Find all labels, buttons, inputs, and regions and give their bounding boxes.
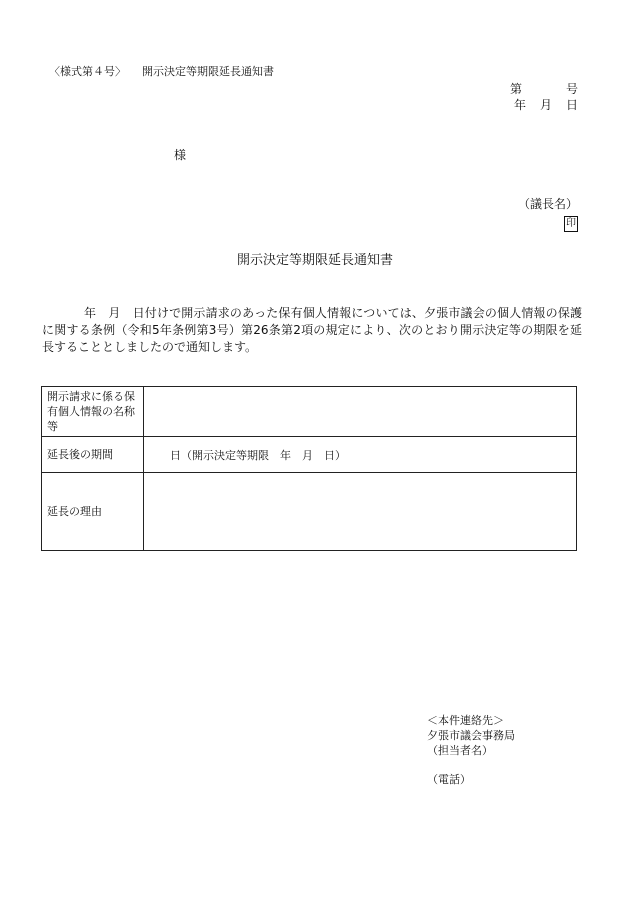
- date-year: 年: [513, 98, 526, 112]
- contact-heading: ＜本件連絡先＞: [427, 714, 504, 727]
- row-label-extended-period: 延長後の期間: [42, 437, 144, 473]
- row-value-extension-reason: [144, 473, 577, 551]
- info-table: [41, 386, 577, 551]
- document-number: [510, 80, 578, 97]
- table-row: [42, 387, 577, 437]
- number-prefix: 第: [509, 82, 522, 96]
- form-header: [49, 63, 274, 79]
- form-header-title: 開示決定等期限延長通知書: [142, 65, 274, 78]
- table-row: [42, 437, 577, 473]
- document-date: [514, 96, 578, 113]
- date-day: 日: [565, 98, 578, 112]
- form-number: 〈様式第４号〉: [49, 65, 126, 78]
- seal-mark: 印: [564, 216, 578, 232]
- contact-block: [427, 713, 515, 758]
- document-title: 開示決定等期限延長通知書: [236, 253, 393, 268]
- row-label-info-name: 開示請求に係る保有個人情報の名称等: [42, 387, 144, 437]
- addressee-honorific: 様: [174, 148, 187, 162]
- date-month: 月: [539, 98, 552, 112]
- contact-phone: （電話）: [427, 773, 471, 786]
- notice-body: 年 月 日付けで開示請求のあった保有個人情報については、夕張市議会の個人情報の保護に関する条例（令和5年条例第3号）第26条第2項の規定により、次のとおり開示決定等の期限を延長することとしましたので通知します。: [42, 306, 582, 354]
- row-value-extended-period: 日（開示決定等期限 年 月 日）: [144, 437, 577, 473]
- contact-office: 夕張市議会事務局: [427, 729, 515, 742]
- table-row: [42, 473, 577, 551]
- chair-name-label: （議長名）: [517, 197, 578, 211]
- contact-person: （担当者名）: [427, 744, 493, 757]
- row-value-info-name: [144, 387, 577, 437]
- row-label-extension-reason: 延長の理由: [42, 473, 144, 551]
- number-suffix: 号: [565, 82, 578, 96]
